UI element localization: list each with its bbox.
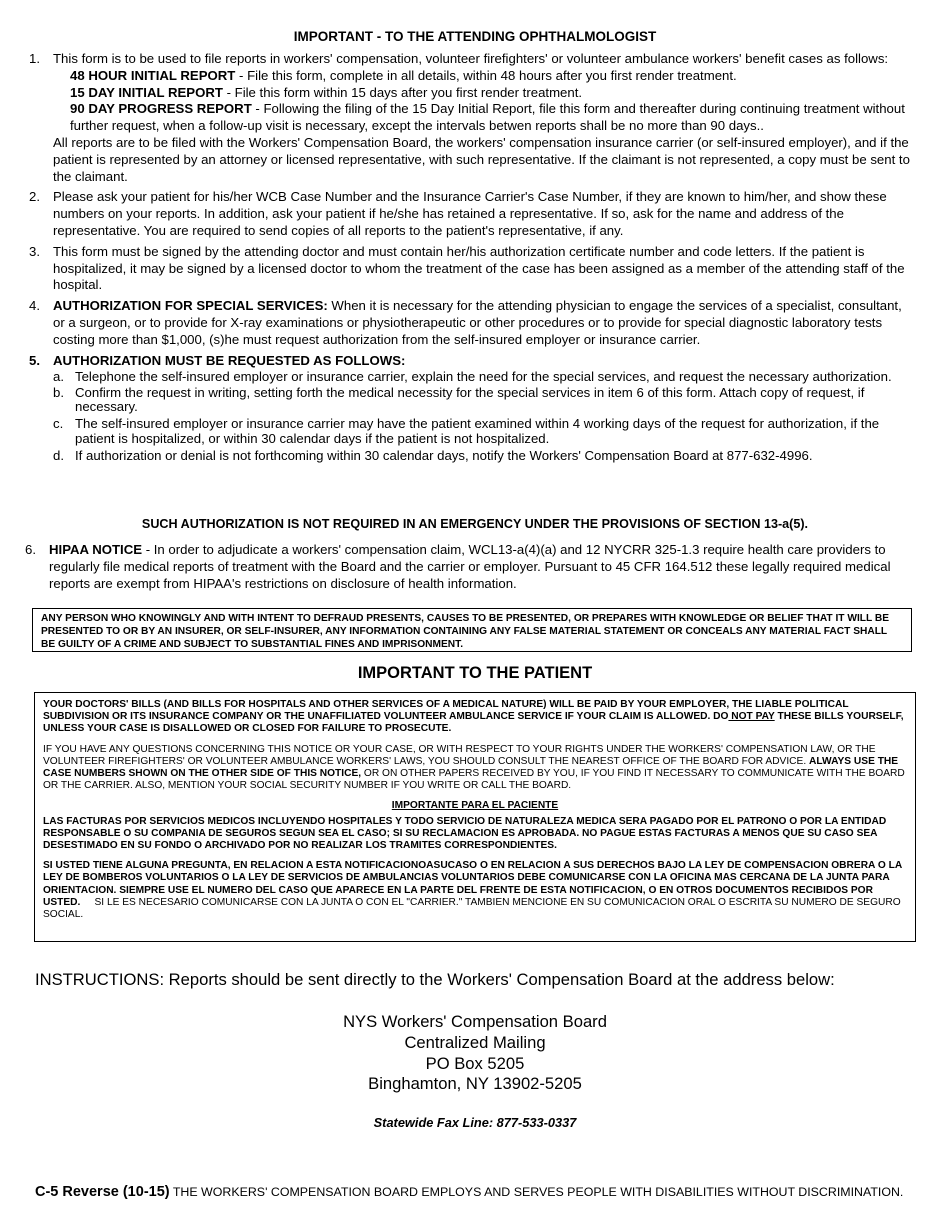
- sub-item-b-text: Confirm the request in writing, setting forth the medical necessity for the special services in item 6 of this form. Attach copy of request, if necessary.: [75, 385, 865, 415]
- spanish-title-text: IMPORTANTE PARA EL PACIENTE: [391, 800, 559, 812]
- hipaa-list: [25, 542, 905, 596]
- sub-item-letter: d.: [53, 448, 64, 464]
- form-code: C-5 Reverse (10-15): [35, 1184, 170, 1200]
- item-1-intro: This form is to be used to file reports in workers' compensation, volunteer firefighters' or volunteer ambulance workers' benefit cases as follows:: [53, 51, 889, 66]
- item-4-text: When it is necessary for the attending physician to engage the services of a specialist, consultant, or a surgeon, or to provide for X-ray examinations or physiotherapeutic or other procedures or to provide for special diagnostic laboratory tests costing more than $1,000, (s)he must request authorization from the self-insured employer or insurance carrier.: [53, 298, 902, 347]
- sub-item-letter: b.: [53, 385, 64, 401]
- address-line-1: NYS Workers' Compensation Board: [343, 1012, 607, 1031]
- report-48-hour: [53, 68, 911, 85]
- list-item-3: [29, 244, 911, 294]
- spanish-questions-bold: SI USTED TIENE ALGUNA PREGUNTA, EN RELACION A ESTA NOTIFICACIONOASUCASO O EN RELACION A SUS DERECHOS BAJO LA LEY DE COMPENSACION OBRERA O LA LEY DE BOMBEROS VOLUNTARIOS O LA LEY DE SERVICIOS DE AMBULANCIAS VOLUNTARIOS DEBE COMUNICARSE CON LA OFICINA MAS CERCANA DE LA JUNTA PARA ORIENTACION. SIEMPRE USE EL NUMERO DEL CASO QUE APARECE EN LA PARTE DEL FRENTE DE ESTA NOTIFICACION, O EN OTROS DOCUMENTOS RECIBIDOS POR USTED.: [43, 860, 902, 908]
- patient-questions-paragraph: [43, 744, 907, 793]
- case-numbers-emphasis: ALWAYS USE THE CASE NUMBERS SHOWN ON THE OTHER SIDE OF THIS NOTICE,: [43, 755, 899, 780]
- list-item-6: [25, 542, 905, 592]
- emergency-exception-note: SUCH AUTHORIZATION IS NOT REQUIRED IN AN EMERGENCY UNDER THE PROVISIONS OF SECTION 13-a(5).: [141, 517, 809, 531]
- spanish-questions-paragraph: [43, 860, 907, 921]
- fraud-notice-box: ANY PERSON WHO KNOWINGLY AND WITH INTENT TO DEFRAUD PRESENTS, CAUSES TO BE PRESENTED, OR PREPARES WITH KNOWLEDGE OR BELIEF THAT IT WILL BE PRESENTED TO OR BY AN INSURER, OR SELF-INSURER, ANY INFORMATION CONTAINING ANY FALSE MATERIAL STATEMENT OR CONCEALS ANY MATERIAL FACT SHALL BE GUILTY OF A CRIME AND SUBJECT TO SUBSTANTIAL FINES AND IMPRISONMENT.: [32, 608, 912, 652]
- page-title: IMPORTANT - TO THE ATTENDING OPHTHALMOLOGIST: [293, 29, 657, 44]
- item-number: 6.: [25, 542, 36, 557]
- non-discrimination-statement: THE WORKERS' COMPENSATION BOARD EMPLOYS AND SERVES PEOPLE WITH DISABILITIES WITHOUT DISCRIMINATION.: [169, 1185, 904, 1199]
- sub-item-a-text: Telephone the self-insured employer or insurance carrier, explain the need for the special services, and request the necessary authorization.: [75, 369, 892, 385]
- item-number: 3.: [29, 243, 40, 259]
- patient-section-title: IMPORTANT TO THE PATIENT: [357, 664, 593, 682]
- patient-notice-box: [34, 692, 916, 942]
- item-2-text: Please ask your patient for his/her WCB Case Number and the Insurance Carrier's Case Number, if they are known to him/her, and show these numbers on your reports. In addition, ask your patient if he/she has retained a representative. If so, ask for the name and address of the representative. You are required to send copies of all reports to the patient's representative, if any.: [53, 189, 887, 238]
- patient-bills-text: YOUR DOCTORS' BILLS (AND BILLS FOR HOSPITALS AND OTHER SERVICES OF A MEDICAL NATURE) WILL BE PAID BY YOUR EMPLOYER, THE LIABLE POLITICAL SUBDIVISION OR ITS INSURANCE COMPANY OR THE UNAFFILIATED VOLUNTEER AMBULANCE SERVICE IF YOUR CLAIM IS ALLOWED. DO: [43, 699, 849, 723]
- patient-bills-paragraph: [43, 699, 907, 736]
- not-pay-emphasis: NOT PAY: [728, 711, 775, 723]
- report-48-label: 48 HOUR INITIAL REPORT: [70, 67, 236, 83]
- sub-item-letter: c.: [53, 416, 64, 432]
- sub-item-a: [53, 370, 911, 384]
- sub-item-c: [53, 416, 911, 446]
- item-4-body: [53, 298, 911, 348]
- item-number: 4.: [29, 298, 40, 314]
- report-90-label: 90 DAY PROGRESS REPORT: [70, 101, 252, 117]
- form-footer: [35, 1184, 903, 1200]
- item-6-body: [49, 542, 905, 592]
- list-item-2: [29, 189, 911, 239]
- fax-line: Statewide Fax Line: 877-533-0337: [373, 1115, 577, 1130]
- spanish-bills-paragraph: LAS FACTURAS POR SERVICIOS MEDICOS INCLUYENDO HOSPITALES Y TODO SERVICIO DE NATURALEZA MEDICA SERA PAGADO POR EL PATRONO O POR LA ENTIDAD RESPONSABLE O SU COMPANIA DE SEGUROS SEGUN SEA EL CASO; SI SU RECLAMACION ES APROBADA. NO PAGUE ESTAS FACTURAS A MENOS QUE SU CASO SEA DESESTIMADO EN SU FONDO O ARCHIVADO POR NO REALIZAR LOS TRAMITES CORRESPONDIENTES.: [43, 815, 887, 852]
- sub-item-d-text: If authorization or denial is not forthcoming within 30 calendar days, notify the Workers' Compensation Board at 877-632-4996.: [75, 448, 813, 464]
- report-15-label: 15 DAY INITIAL REPORT: [70, 84, 223, 100]
- mailing-instructions: INSTRUCTIONS: Reports should be sent directly to the Workers' Compensation Board at the address below:: [35, 970, 835, 989]
- board-address: [0, 1012, 950, 1095]
- address-line-4: Binghamton, NY 13902-5205: [368, 1074, 582, 1094]
- report-15-text: - File this form within 15 days after you first render treatment.: [222, 84, 583, 100]
- item-4-label: AUTHORIZATION FOR SPECIAL SERVICES:: [53, 298, 328, 314]
- item-5-label: AUTHORIZATION MUST BE REQUESTED AS FOLLOWS:: [53, 352, 406, 368]
- report-15-day: [53, 85, 911, 102]
- sub-item-b: [53, 386, 911, 414]
- list-item-4: [29, 298, 911, 348]
- patient-questions-text: IF YOU HAVE ANY QUESTIONS CONCERNING THIS NOTICE OR YOUR CASE, OR WITH RESPECT TO YOUR RIGHTS UNDER THE WORKERS' COMPENSATION LAW, OR THE VOLUNTEER FIREFIGHTERS' OR VOLUNTEER AMBULANCE WORKERS' LAWS, YOU SHOULD CONSULT THE NEAREST OFFICE OF THE BOARD FOR ADVICE.: [43, 743, 876, 767]
- list-item-5: [29, 353, 911, 464]
- item-6-label: HIPAA NOTICE: [49, 542, 143, 557]
- list-item-1: [29, 51, 911, 185]
- sub-item-c-text: The self-insured employer or insurance carrier may have the patient examined within 4 working days of the request for authorization, if the patient is hospitalized, or within 30 calendar days if the patient is not hospitalized.: [75, 416, 880, 447]
- report-48-text: - File this form, complete in all details, within 48 hours after you first render treatment.: [235, 67, 737, 83]
- patient-bills-text-end: THESE BILLS YOURSELF, UNLESS YOUR CASE IS DISALLOWED OR CLOSED FOR FAILURE TO PROSECUTE.: [43, 711, 904, 735]
- item-number: 1.: [29, 51, 40, 66]
- spanish-section-title: [43, 800, 907, 812]
- item-6-text: - In order to adjudicate a workers' compensation claim, WCL13-a(4)(a) and 12 NYCRR 325-1.3 require health care providers to regularly file medical reports of treatment with the Board and the carrier or employer. Pursuant to 45 CFR 164.512 these legally required medical reports are exempt from HIPAA's restrictions on disclosure of health information.: [49, 542, 891, 591]
- patient-questions-text-end: OR ON OTHER PAPERS RECEIVED BY YOU, IF YOU FIND IT NECESSARY TO COMMUNICATE WITH THE BOARD OR THE CARRIER. ALSO, MENTION YOUR SOCIAL SECURITY NUMBER IF YOU WRITE OR CALL THE BOARD.: [43, 768, 905, 792]
- address-line-2: Centralized Mailing: [404, 1032, 546, 1052]
- address-line-3: PO Box 5205: [425, 1053, 525, 1073]
- report-90-day: [53, 101, 911, 135]
- item-3-text: This form must be signed by the attending doctor and must contain her/his authorization certificate number and code letters. If the patient is hospitalized, it may be signed by a licensed doctor to whom the treatment of the case has been assigned as a member of the attending staff of the hospital.: [53, 243, 905, 293]
- item-number: 5.: [29, 352, 40, 368]
- item-1-closing: All reports are to be filed with the Workers' Compensation Board, the workers' compensation insurance carrier (or self-insured employer), and if the patient is represented by an attorney or licensed representative, with such representative. If the claimant is not represented, a copy must be sent to the claimant.: [53, 134, 910, 184]
- sub-item-letter: a.: [53, 369, 64, 385]
- report-90-text: - Following the filing of the 15 Day Initial Report, file this form and thereafter during continuing treatment without further request, when a follow-up visit is necessary, except the intervals betwen reports shall be no more than 90 days..: [70, 101, 905, 134]
- sub-item-d: [53, 448, 911, 463]
- item-number: 2.: [29, 189, 40, 205]
- spanish-questions-text: SI LE ES NECESARIO COMUNICARSE CON LA JUNTA O CON EL "CARRIER." TAMBIEN MENCIONE EN SU COMUNICACION ORAL O ESCRITA SU NUMERO DE SEGURO SOCIAL.: [43, 896, 904, 921]
- instructions-list: [29, 51, 911, 467]
